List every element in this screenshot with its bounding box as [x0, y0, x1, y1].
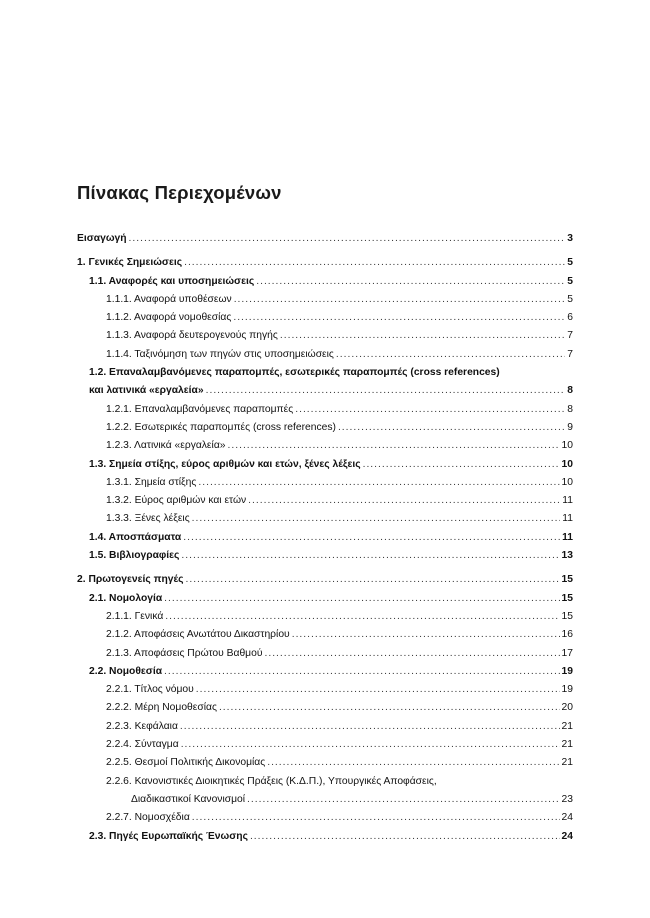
dot-leader [338, 419, 565, 437]
toc-entry-page: 24 [561, 830, 573, 842]
toc-entry-label: 1.2.1. Επαναλαμβανόμενες παραπομπές [106, 403, 294, 415]
dot-leader [192, 809, 560, 827]
dot-leader [181, 547, 559, 565]
dot-leader [363, 456, 560, 474]
toc-entry-label: 2.2.5. Θεσμοί Πολιτικής Δικονομίας [106, 757, 266, 769]
dot-leader [206, 382, 566, 400]
toc-entry-label: 2.2.2. Μέρη Νομοθεσίας [106, 702, 217, 714]
toc-entry-label: 2.2. Νομοθεσία [89, 665, 163, 677]
dot-leader [180, 718, 560, 736]
toc-entry[interactable] [77, 309, 573, 327]
toc-entry-label: 1.1.1. Αναφορά υποθέσεων [106, 293, 232, 305]
dot-leader [164, 590, 559, 608]
toc-entry-label: 2.2.6. Κανονιστικές Διοικητικές Πράξεις (Κ.Δ.Π.), Υπουργικές Αποφάσεις, [106, 775, 437, 787]
dot-leader [228, 437, 560, 455]
toc-entry[interactable] [77, 590, 573, 608]
toc-entry[interactable] [77, 492, 573, 510]
dot-leader [247, 791, 560, 809]
dot-leader [129, 230, 566, 248]
dot-leader [295, 401, 565, 419]
toc-entry-page: 8 [567, 385, 573, 397]
toc-entry[interactable] [77, 529, 573, 547]
toc-entry-label: 1.1.3. Αναφορά δευτερογενούς πηγής [106, 330, 278, 342]
dot-leader [234, 291, 566, 309]
toc-entry-page: 3 [567, 233, 573, 244]
toc-entry[interactable] [77, 681, 573, 699]
toc-entry-page: 21 [561, 739, 573, 751]
toc-entry[interactable] [77, 699, 573, 717]
toc-entry-label: Εισαγωγή [77, 233, 127, 244]
toc-entry-label: 2.1.2. Αποφάσεις Ανωτάτου Δικαστηρίου [106, 629, 290, 641]
toc-entry-label: 1.3.2. Εύρος αριθμών και ετών [106, 495, 247, 507]
toc-entry[interactable] [77, 773, 573, 791]
toc-entry-page: 9 [567, 421, 573, 433]
toc-entry-page: 11 [562, 513, 573, 525]
dot-leader [198, 474, 559, 492]
toc-entry-label: 1.3.1. Σημεία στίξης [106, 476, 197, 488]
toc-entry-label: 2.1.3. Αποφάσεις Πρώτου Βαθμού [106, 647, 263, 659]
toc-entry-label: 2.1. Νομολογία [89, 592, 163, 604]
toc-entry[interactable] [77, 254, 573, 272]
dot-leader [181, 736, 560, 754]
toc-entry[interactable] [77, 571, 573, 589]
toc-entry[interactable] [77, 456, 573, 474]
toc-entry-continuation[interactable] [77, 791, 573, 809]
toc-entry-label: 1.2. Επαναλαμβανόμενες παραπομπές, εσωτερικές παραπομπές (cross references) [89, 367, 500, 379]
dot-leader [248, 492, 560, 510]
toc-entry-page: 10 [561, 458, 573, 470]
dot-leader [192, 510, 561, 528]
toc-entry[interactable] [77, 419, 573, 437]
toc-entry[interactable] [77, 437, 573, 455]
dot-leader [233, 309, 565, 327]
toc-entry-label: 1.1. Αναφορές και υποσημειώσεις [89, 275, 255, 287]
toc-entry[interactable] [77, 608, 573, 626]
dot-leader [164, 663, 559, 681]
toc-entry[interactable] [77, 754, 573, 772]
toc-entry-label: 2. Πρωτογενείς πηγές [77, 574, 184, 586]
dot-leader [183, 529, 560, 547]
toc-entry-label: 1.2.3. Λατινικά «εργαλεία» [106, 440, 226, 452]
toc-entry-page: 20 [561, 702, 573, 714]
toc-entry-page: 24 [561, 812, 573, 824]
toc-entry-label: Διαδικαστικοί Κανονισμοί [131, 793, 246, 805]
toc-entry-page: 11 [562, 495, 573, 507]
toc-entry[interactable] [77, 547, 573, 565]
toc-entry[interactable] [77, 291, 573, 309]
toc-entry[interactable] [77, 718, 573, 736]
toc-entry[interactable] [77, 626, 573, 644]
toc-entry[interactable] [77, 346, 573, 364]
toc-entry[interactable] [77, 327, 573, 345]
toc-entry[interactable] [77, 645, 573, 663]
toc-entry-page: 7 [567, 348, 573, 360]
dot-leader [185, 571, 559, 589]
toc-entry-page: 15 [561, 610, 573, 622]
dot-leader [196, 681, 560, 699]
toc-entry-label: 1.5. Βιβλιογραφίες [89, 550, 180, 562]
dot-leader [184, 254, 565, 272]
toc-entry[interactable] [77, 809, 573, 827]
toc-entry-page: 21 [561, 757, 573, 769]
toc-entry-page: 15 [561, 574, 573, 586]
toc-entry-label: 1.4. Αποσπάσματα [89, 531, 182, 543]
toc-entry-label: 2.2.3. Κεφάλαια [106, 720, 178, 732]
toc-entry-label: 2.3. Πηγές Ευρωπαϊκής Ένωσης [89, 830, 248, 842]
toc-entry-continuation[interactable] [77, 382, 573, 400]
toc-entry[interactable] [77, 663, 573, 681]
page-title: Πίνακας Περιεχομένων [77, 182, 282, 203]
toc-entry-page: 10 [561, 476, 573, 488]
toc-entry-label: 2.1.1. Γενικά [106, 610, 164, 622]
toc-entry[interactable] [77, 510, 573, 528]
dot-leader [292, 626, 560, 644]
toc-entry-page: 13 [561, 550, 573, 562]
toc-entry[interactable] [77, 736, 573, 754]
toc-entry-label: 2.2.7. Νομοσχέδια [106, 812, 190, 824]
toc-entry-page: 19 [561, 684, 573, 696]
toc-entry-page: 16 [561, 629, 573, 641]
toc-entry-page: 19 [561, 665, 573, 677]
toc-entry-page: 5 [567, 293, 573, 305]
dot-leader [165, 608, 559, 626]
toc-entry[interactable] [77, 474, 573, 492]
table-of-contents [77, 230, 573, 846]
toc-entry-label: 1.3.3. Ξένες λέξεις [106, 513, 190, 525]
toc-entry-page: 21 [561, 720, 573, 732]
toc-entry-page: 23 [561, 793, 573, 805]
toc-entry-page: 15 [561, 592, 573, 604]
toc-entry[interactable] [77, 401, 573, 419]
toc-entry[interactable] [77, 273, 573, 291]
dot-leader [280, 327, 565, 345]
toc-entry-label: και λατινικά «εργαλεία» [89, 385, 204, 397]
toc-entry-page: 8 [567, 403, 573, 415]
toc-entry[interactable] [77, 828, 573, 846]
toc-entry-page: 17 [561, 647, 573, 659]
dot-leader [219, 699, 560, 717]
toc-entry-page: 6 [567, 312, 573, 324]
toc-entry[interactable] [77, 230, 573, 248]
toc-entry-label: 1.3. Σημεία στίξης, εύρος αριθμών και ετών, ξένες λέξεις [89, 458, 361, 470]
toc-entry-page: 10 [561, 440, 573, 452]
dot-leader [336, 346, 565, 364]
toc-entry-page: 7 [567, 330, 573, 342]
dot-leader [264, 645, 559, 663]
toc-entry[interactable] [77, 364, 573, 382]
toc-entry-label: 2.2.1. Τίτλος νόμου [106, 684, 194, 696]
toc-entry-label: 1.2.2. Εσωτερικές παραπομπές (cross references) [106, 421, 336, 433]
dot-leader [256, 273, 565, 291]
toc-entry-page: 11 [562, 531, 573, 543]
toc-entry-page: 5 [567, 257, 573, 269]
toc-entry-page: 5 [567, 275, 573, 287]
toc-entry-label: 1.1.2. Αναφορά νομοθεσίας [106, 312, 232, 324]
dot-leader [267, 754, 559, 772]
toc-entry-label: 1.1.4. Ταξινόμηση των πηγών στις υποσημειώσεις [106, 348, 334, 360]
dot-leader [250, 828, 560, 846]
toc-entry-label: 1. Γενικές Σημειώσεις [77, 257, 183, 269]
toc-entry-label: 2.2.4. Σύνταγμα [106, 739, 179, 751]
